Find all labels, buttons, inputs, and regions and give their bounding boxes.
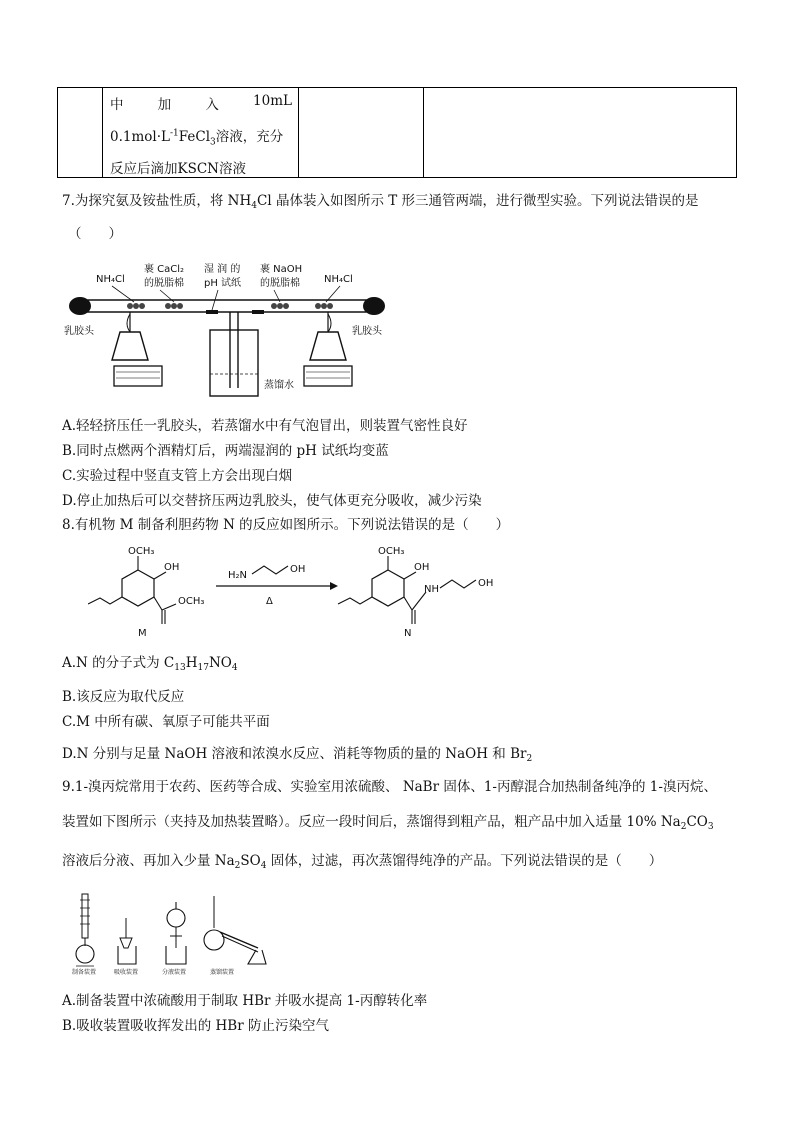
n-och3: OCH₃	[378, 546, 405, 557]
n-oh2: OH	[478, 578, 494, 589]
caption-preparation: 制备装置	[72, 969, 97, 976]
table-line-1	[110, 93, 292, 113]
label-water: 蒸馏水	[264, 380, 294, 391]
question-7-stem: 7.为探究氨及铵盐性质，将 $NH_4Cl$ 晶体装入如图所示 T 形三通管两端，进行微型实验。下列说法错误的是	[62, 193, 699, 211]
question-9-line-3: 溶液后分液、再加入少量 $Na_2SO_4$ 固体，过滤，再次蒸馏得纯净的产品。下列说法错误的是（ ）	[62, 853, 663, 871]
label-cacl2-1: 裹 CaCl₂	[144, 264, 185, 275]
condition-heat: Δ	[266, 596, 273, 607]
table-text: 10mL	[253, 93, 292, 109]
question-8-stem: 8.有机物 M 制备利胆药物 N 的反应如图所示。下列说法错误的是（ ）	[62, 517, 510, 533]
label-ph-2: pH 试纸	[204, 278, 242, 289]
label-nh4cl-left: NH₄Cl	[96, 274, 125, 285]
reagent-oh: OH	[290, 564, 306, 575]
reaction-scheme-figure	[88, 540, 548, 640]
label-cacl2-2: 的脱脂棉	[144, 278, 184, 289]
label-rubber-right: 乳胶头	[352, 326, 382, 337]
table-cell-empty	[58, 88, 103, 178]
table-text: 中	[110, 97, 124, 113]
table-cell-empty	[299, 88, 424, 178]
caption-absorption: 吸收装置	[114, 969, 139, 976]
label-ph-1: 湿 润 的	[204, 264, 241, 275]
question-9-option-b: B.吸收装置吸收挥发出的 HBr 防止污染空气	[62, 1018, 329, 1034]
m-label: M	[138, 628, 147, 639]
caption-distillation: 蒸馏装置	[210, 969, 235, 976]
table-text: 入	[205, 97, 219, 113]
question-7-paren: （ ）	[68, 226, 122, 242]
question-7-option-a: A.轻轻挤压任一乳胶头，若蒸馏水中有气泡冒出，则装置气密性良好	[62, 418, 468, 434]
t-tube-apparatus-figure	[60, 248, 440, 406]
question-8-option-d: D.N 分别与足量 NaOH 溶液和浓溴水反应、消耗等物质的量的 NaOH 和 $Br_2$	[62, 746, 533, 764]
reagent: H₂N	[228, 570, 248, 581]
n-oh: OH	[414, 562, 430, 573]
question-9-option-a: A.制备装置中浓硫酸用于制取 HBr 并吸水提高 1-丙醇转化率	[62, 993, 428, 1009]
label-naoh-2: 的脱脂棉	[260, 278, 300, 289]
table-text: 加	[157, 97, 172, 113]
lab-apparatus-figure	[62, 888, 274, 980]
question-8-option-a: A.N 的分子式为 $C_{13}H_{17}NO_4$	[62, 655, 238, 673]
label-nh4cl-right: NH₄Cl	[324, 274, 353, 285]
caption-separation: 分液装置	[162, 969, 187, 976]
m-och3: OCH₃	[128, 546, 155, 557]
question-8-option-c: C.M 中所有碳、氧原子可能共平面	[62, 714, 270, 730]
question-9-line-2: 装置如下图所示（夹持及加热装置略）。反应一段时间后，蒸馏得到粗产品，粗产品中加入适量 10% $Na_2CO_3$	[62, 814, 714, 832]
question-7-option-d: D.停止加热后可以交替挤压两边乳胶头，使气体更充分吸收，减少污染	[62, 493, 482, 509]
m-ester: OCH₃	[178, 596, 205, 607]
n-label: N	[404, 628, 412, 639]
label-naoh-1: 裹 NaOH	[260, 264, 303, 275]
label-rubber-left: 乳胶头	[64, 326, 94, 337]
question-8-option-b: B.该反应为取代反应	[62, 689, 185, 705]
question-7-option-b: B.同时点燃两个酒精灯后，两端湿润的 pH 试纸均变蓝	[62, 443, 389, 459]
table-line-2: $0.1mol\cdot L^{-1}FeCl_3$溶液，充分	[110, 128, 284, 148]
table-line-3: 反应后滴加KSCN溶液	[110, 161, 246, 177]
n-nh: NH	[424, 584, 439, 595]
question-7-option-c: C.实验过程中竖直支管上方会出现白烟	[62, 468, 293, 484]
m-oh: OH	[164, 562, 180, 573]
question-9-line-1: 9.1-溴丙烷常用于农药、医药等合成、实验室用浓硫酸、 NaBr 固体、1-丙醇混合加热制备纯净的 1-溴丙烷、	[62, 779, 717, 795]
table-cell-empty	[424, 88, 737, 178]
